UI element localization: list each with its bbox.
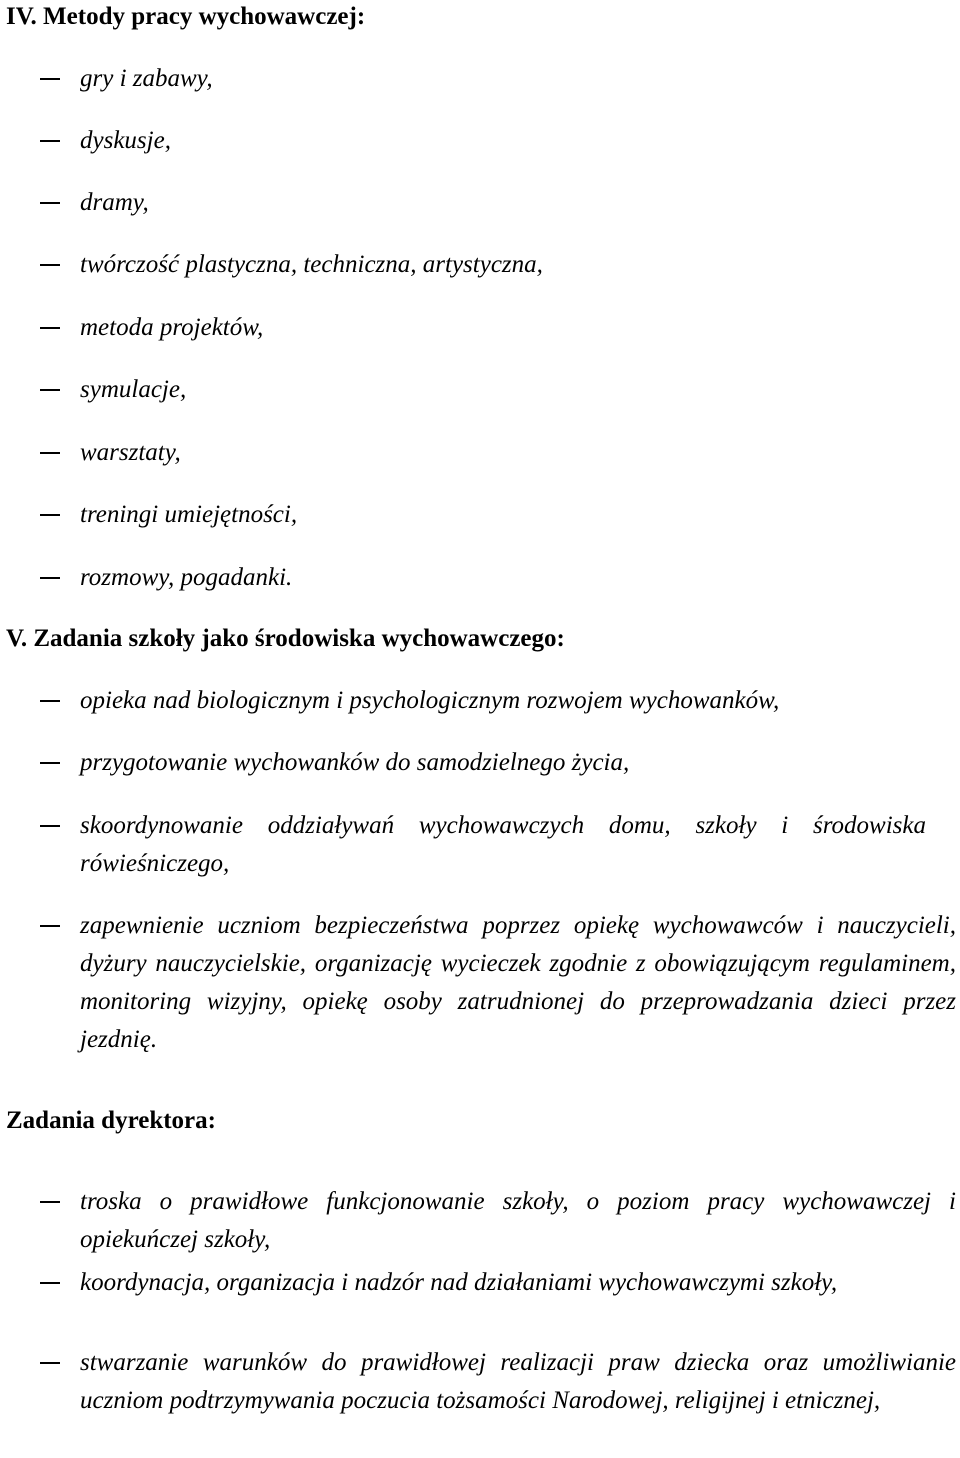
list-item-text: dramy, xyxy=(80,189,149,216)
list-item-text: skoordynowanie oddziaływań wychowawczych domu, szkoły i środowiska rówieśniczego, xyxy=(80,812,926,877)
list-item-text: zapewnienie uczniom bezpieczeństwa poprzez opiekę wychowawców i nauczycieli, dyżury nauczycielskie, organizację wycieczek zgodnie z obowiązującym regulaminem, monitoring wizyjny, opiekę osoby zatrudnionej do przeprowadzania dzieci przez jezdnię. xyxy=(80,912,956,1053)
list-item-text: gry i zabawy, xyxy=(80,65,213,92)
dash-bullet xyxy=(40,700,60,702)
list-item-text: rozmowy, pogadanki. xyxy=(80,564,293,591)
list-item-text: treningi umiejętności, xyxy=(80,501,298,528)
list-item-text: metoda projektów, xyxy=(80,314,264,341)
dash-bullet xyxy=(40,577,60,579)
list-item-text: dyskusje, xyxy=(80,127,171,154)
list-item-text: opieka nad biologicznym i psychologicznym rozwojem wychowanków, xyxy=(80,687,780,714)
list-item-text: symulacje, xyxy=(80,376,187,403)
list-item-text: twórczość plastyczna, techniczna, artystyczna, xyxy=(80,251,543,278)
section-heading-director-tasks: Zadania dyrektora: xyxy=(6,1107,216,1134)
dash-bullet xyxy=(40,327,60,329)
list-item-text: stwarzanie warunków do prawidłowej realizacji praw dziecka oraz umożliwianie uczniom podtrzymywania poczucia tożsamości Narodowej, religijnej i etnicznej, xyxy=(80,1349,956,1414)
dash-bullet xyxy=(40,1282,60,1284)
dash-bullet xyxy=(40,264,60,266)
dash-bullet xyxy=(40,514,60,516)
section-heading-school-tasks: V. Zadania szkoły jako środowiska wychowawczego: xyxy=(6,625,565,652)
list-item-text: koordynacja, organizacja i nadzór nad działaniami wychowawczymi szkoły, xyxy=(80,1269,838,1296)
dash-bullet xyxy=(40,1362,60,1364)
dash-bullet xyxy=(40,762,60,764)
dash-bullet xyxy=(40,825,60,827)
dash-bullet xyxy=(40,202,60,204)
section-heading-methods: IV. Metody pracy wychowawczej: xyxy=(6,3,366,30)
dash-bullet xyxy=(40,389,60,391)
dash-bullet xyxy=(40,1201,60,1203)
list-item-text: przygotowanie wychowanków do samodzielnego życia, xyxy=(80,749,630,776)
dash-bullet xyxy=(40,925,60,927)
dash-bullet xyxy=(40,78,60,80)
dash-bullet xyxy=(40,140,60,142)
list-item-text: warsztaty, xyxy=(80,439,181,466)
list-item-text: troska o prawidłowe funkcjonowanie szkoły, o poziom pracy wychowawczej i opiekuńczej szkoły, xyxy=(80,1188,956,1253)
dash-bullet xyxy=(40,452,60,454)
